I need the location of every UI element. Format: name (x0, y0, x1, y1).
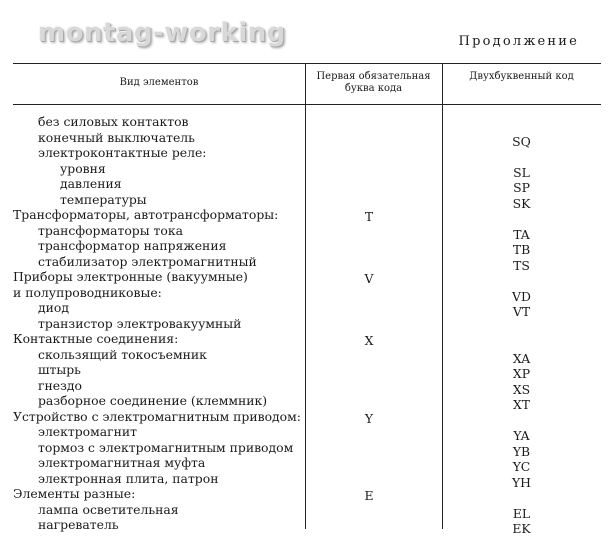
element-name: без силовых контактов (38, 114, 189, 129)
table-row (13, 424, 601, 443)
table-row (13, 331, 601, 347)
two-letter-code: XP (512, 366, 531, 381)
element-name: трансформаторы тока (38, 222, 183, 238)
two-letter-code: VT (512, 304, 531, 319)
table-row (13, 160, 601, 180)
table-body (13, 114, 601, 536)
table-row (13, 129, 601, 149)
element-name: разборное соединение (клеммник) (38, 393, 268, 408)
two-letter-code: EL (512, 505, 531, 521)
header-first-letter-line1: Первая обязательная (316, 71, 431, 82)
table-row (13, 316, 601, 332)
table-row (13, 346, 601, 366)
element-name: Устройство с электромагнитным приводом: (13, 408, 301, 424)
element-name: скользящий токосъемник (38, 346, 207, 362)
element-name: конечный выключатель (38, 129, 195, 145)
header-two-letter-code: Двухбуквенный код (469, 71, 574, 82)
element-name: стабилизатор электромагнитный (38, 253, 257, 269)
table-row (13, 114, 601, 130)
table-row (13, 393, 601, 412)
element-name: электроконтактные реле: (38, 145, 207, 160)
watermark-text: montag-working (38, 18, 286, 48)
table-row (13, 486, 601, 502)
two-letter-code: SP (513, 180, 530, 195)
table-row (13, 284, 601, 304)
element-name: Трансформаторы, автотрансформаторы: (13, 207, 279, 222)
table-row (13, 253, 601, 273)
two-letter-code: YA (513, 428, 530, 443)
table-row (13, 269, 601, 285)
two-letter-code: YB (512, 443, 531, 459)
two-letter-code: SQ (512, 133, 531, 149)
two-letter-code: TS (513, 257, 530, 273)
first-letter-code: X (364, 333, 374, 348)
two-letter-code: SK (512, 195, 531, 211)
code-table (13, 63, 601, 536)
table-row (13, 470, 601, 490)
two-letter-code: YH (512, 474, 531, 490)
element-name: трансформатор напряжения (38, 238, 227, 253)
element-name: и полупроводниковые: (13, 284, 162, 300)
element-name: уровня (60, 160, 106, 176)
header-element-type: Вид элементов (119, 77, 199, 88)
table-top-rule (13, 63, 601, 64)
element-name: тормоз с электромагнитным приводом (38, 439, 294, 455)
two-letter-code: TB (512, 242, 531, 257)
element-name: лампа осветительная (38, 501, 179, 517)
table-row (13, 377, 601, 397)
table-row (13, 207, 601, 223)
element-name: штырь (38, 362, 81, 377)
first-letter-code: T (364, 209, 374, 224)
element-name: нагреватель (38, 517, 119, 532)
table-row (13, 455, 601, 474)
first-letter-code: E (364, 488, 374, 503)
header-first-letter-line2: буква кода (344, 83, 403, 94)
continuation-label: Продолжение (458, 34, 579, 49)
table-row (13, 238, 601, 257)
first-letter-code: V (364, 271, 374, 286)
element-name: Контактные соединения: (13, 331, 179, 346)
element-name: гнездо (38, 377, 82, 393)
first-letter-code: Y (364, 410, 374, 426)
table-row (13, 439, 601, 459)
two-letter-code: XA (512, 350, 531, 366)
element-name: Приборы электронные (вакуумные) (13, 269, 248, 284)
table-row (13, 222, 601, 242)
table-row (13, 362, 601, 381)
element-name: Элементы разные: (13, 486, 136, 501)
table-row (13, 409, 601, 425)
two-letter-code: YC (512, 459, 531, 474)
table-row (13, 300, 601, 319)
element-name: диод (38, 300, 69, 315)
two-letter-code: XT (512, 397, 531, 412)
element-name: электромагнит (38, 424, 138, 439)
two-letter-code: XS (512, 381, 531, 397)
element-name: температуры (60, 191, 147, 207)
table-row (13, 191, 601, 211)
element-name: электромагнитная муфта (38, 455, 206, 470)
two-letter-code: TA (513, 226, 530, 242)
element-name: транзистор электровакуумный (38, 315, 242, 331)
element-name: давления (60, 176, 122, 191)
two-letter-code: SL (513, 164, 530, 180)
header-first-letter (305, 71, 442, 95)
table-row (13, 501, 601, 521)
header-bottom-rule (13, 104, 601, 105)
table-row (13, 176, 601, 195)
table-row (13, 145, 601, 161)
two-letter-code: EK (512, 521, 531, 536)
element-name: электронная плита, патрон (38, 470, 219, 486)
two-letter-code: VD (512, 288, 531, 304)
table-row (13, 517, 601, 536)
